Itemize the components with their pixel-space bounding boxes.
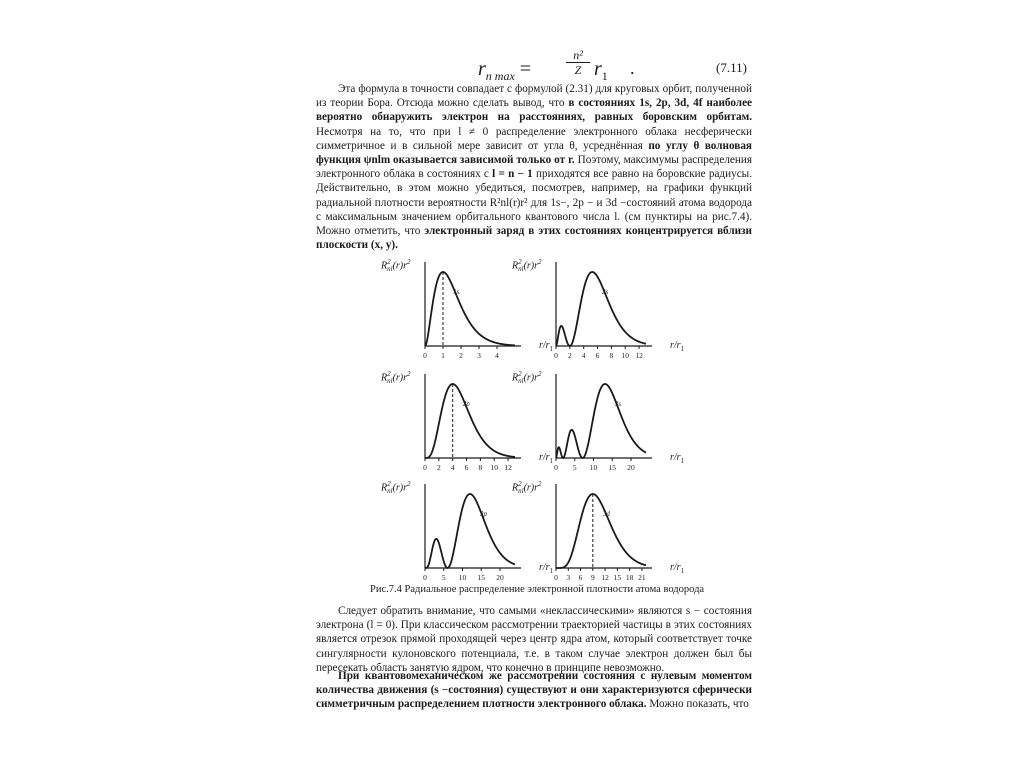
y-axis-label: R 2 nl $(r)r^2$ xyxy=(512,258,542,274)
x-tick-label: 8 xyxy=(478,463,483,472)
figure-caption: Рис.7.4 Радиальное распределение электронной плотности атома водорода xyxy=(370,584,705,595)
chart-svg-2s xyxy=(556,260,666,360)
formula-lhs-main: r xyxy=(478,58,486,80)
x-tick-label: 6 xyxy=(578,573,583,582)
chart-2s xyxy=(512,258,716,370)
curve-2p xyxy=(425,384,515,458)
chart-svg-2p xyxy=(425,372,535,472)
x-tick-label: 15 xyxy=(608,463,616,472)
para1-text-1: Эта формула в точности совпадает с формулой (2.31) для круговых орбит, полученной из теории Бора. Отсюда можно сделать вывод, что xyxy=(316,83,752,110)
paragraph-3 xyxy=(316,669,752,712)
x-tick-label: 12 xyxy=(601,573,609,582)
x-tick-label: 15 xyxy=(477,573,485,582)
chart-svg-3p xyxy=(425,482,535,582)
para1-bold-4: электронный заряд в этих состояниях концентрируется вблизи плоскости (x, y). xyxy=(316,225,752,252)
curve-2s xyxy=(556,272,646,346)
chart-svg-3d xyxy=(556,482,666,582)
x-tick-label: 10 xyxy=(589,463,598,472)
x-tick-label: 6 xyxy=(595,351,600,360)
x-tick-label: 20 xyxy=(627,463,635,472)
curve-3s xyxy=(556,384,646,458)
x-tick-label: 10 xyxy=(490,463,498,472)
x-axis-label: $r/r_1$ xyxy=(539,340,554,353)
curve-3d xyxy=(556,494,646,568)
state-label: 2s xyxy=(602,288,609,296)
x-axis-label: $r/r_1$ xyxy=(670,452,685,465)
formula-rhs-main: r xyxy=(594,58,602,80)
para1-text-4: приходятся все равно на боровские радиусы. Действительно, в этом можно убедиться, посмотрев, например, на графики функций радиальной плотности вероятности R²nl(r)r² для 1s−, 2p − и 3d −состояний атома водорода с максимальным значением орбитального квантового числа l. (см пунктиры на рис.7.4). Можно отметить, что xyxy=(316,168,752,238)
curve-3p xyxy=(425,494,515,568)
x-tick-label: 2 xyxy=(436,463,441,472)
x-tick-label: 1 xyxy=(441,351,445,360)
formula-rhs xyxy=(594,58,608,84)
chart-svg-3s xyxy=(556,372,666,472)
x-tick-label: 0 xyxy=(423,463,427,472)
x-tick-label: 0 xyxy=(554,573,558,582)
paragraph-2: Следует обратить внимание, что самыми «неклассическими» являются s − состояния электрона (l = 0). При классическом рассмотрении траекторией частицы в этих состояниях является отрезок прямой проходящей через центр ядра атом, который соответствует точке сингулярности кулоновского потенциала, т.е. в таком случае электрон должен был бы пересекать область занятую ядром, что конечно в принципе невозможно. xyxy=(316,605,752,674)
x-tick-label: 8 xyxy=(609,351,614,360)
formula-denominator: Z xyxy=(574,63,582,77)
x-tick-label: 2 xyxy=(567,351,572,360)
para1-bold-1: в состояниях 1s, 2p, 3d, 4f наиболее вероятно обнаружить электрон на расстояниях, равных боровским орбитам. xyxy=(316,97,752,124)
x-tick-label: 10 xyxy=(458,573,467,582)
x-axis-label: $r/r_1$ xyxy=(670,340,685,353)
para1-text-3: Поэтому, максимумы распределения электронного облака в состояниях с xyxy=(316,154,752,181)
x-tick-label: 18 xyxy=(625,573,634,582)
x-tick-label: 9 xyxy=(590,573,595,582)
x-tick-label: 0 xyxy=(423,573,427,582)
formula-fraction xyxy=(566,48,590,77)
x-tick-label: 4 xyxy=(581,351,586,360)
para1-bold-3: l = n − 1 xyxy=(492,168,533,181)
para3-text: Можно показать, что xyxy=(646,698,749,711)
chart-svg-1s xyxy=(425,260,535,360)
state-label: 2p xyxy=(462,400,470,408)
formula-dot: . xyxy=(630,58,635,78)
x-tick-label: 2 xyxy=(459,351,463,360)
x-tick-label: 0 xyxy=(423,351,427,360)
x-tick-label: 12 xyxy=(504,463,512,472)
y-axis-label: R 2 nl $(r)r^2$ xyxy=(512,480,542,496)
formula-numerator: n² xyxy=(566,48,590,63)
formula-lhs-sub: n max xyxy=(485,69,515,83)
x-tick-label: 5 xyxy=(441,573,446,582)
y-axis-label: R 2 nl $(r)r^2$ xyxy=(381,480,411,496)
y-axis-label: R 2 nl $(r)r^2$ xyxy=(381,370,411,386)
x-tick-label: 15 xyxy=(613,573,622,582)
x-tick-label: 12 xyxy=(635,351,643,360)
state-label: 3d xyxy=(602,510,610,518)
x-tick-label: 6 xyxy=(464,463,469,472)
x-axis-label: $r/r_1$ xyxy=(539,562,554,575)
y-axis-label: R 2 nl $(r)r^2$ xyxy=(381,258,411,274)
y-axis-label: R 2 nl $(r)r^2$ xyxy=(512,370,542,386)
x-tick-label: 4 xyxy=(450,463,455,472)
paragraph-1 xyxy=(316,82,752,252)
x-tick-label: 0 xyxy=(554,463,558,472)
curve-1s xyxy=(425,272,515,346)
x-tick-label: 21 xyxy=(638,573,646,582)
para1-bold-2: по углу θ волновая функция ψnlm оказывается зависимой только от r. xyxy=(316,139,752,167)
x-axis-label: $r/r_1$ xyxy=(670,562,685,575)
x-tick-label: 5 xyxy=(572,463,577,472)
formula-lhs xyxy=(478,58,531,84)
x-tick-label: 10 xyxy=(621,351,629,360)
x-tick-label: 3 xyxy=(477,351,481,360)
x-tick-label: 4 xyxy=(495,351,499,360)
formula-7-11 xyxy=(470,44,770,84)
formula-number: (7.11) xyxy=(716,60,747,75)
para3-bold: При квантовомеханическом же рассмотрении состояния с нулевым моментом количества движения (s −состояния) существуют и они характеризуются сферически симметричным распределением плотности электронного облака. xyxy=(316,670,752,711)
para1-text-2: Несмотря на то, что при l ≠ 0 распределение электронного облака несферически симметричное и в сильной мере зависит от угла θ, усреднённая xyxy=(316,125,752,152)
state-label: 3s xyxy=(614,400,621,408)
chart-3d xyxy=(512,480,716,592)
chart-3s xyxy=(512,370,716,482)
x-tick-label: 3 xyxy=(566,573,571,582)
x-tick-label: 20 xyxy=(496,573,504,582)
x-axis-label: $r/r_1$ xyxy=(539,452,554,465)
formula-equals: = xyxy=(514,58,532,80)
state-label: 3p xyxy=(480,510,487,518)
state-label: 1s xyxy=(453,288,460,296)
formula-rhs-sub: 1 xyxy=(601,69,608,83)
x-tick-label: 0 xyxy=(554,351,558,360)
